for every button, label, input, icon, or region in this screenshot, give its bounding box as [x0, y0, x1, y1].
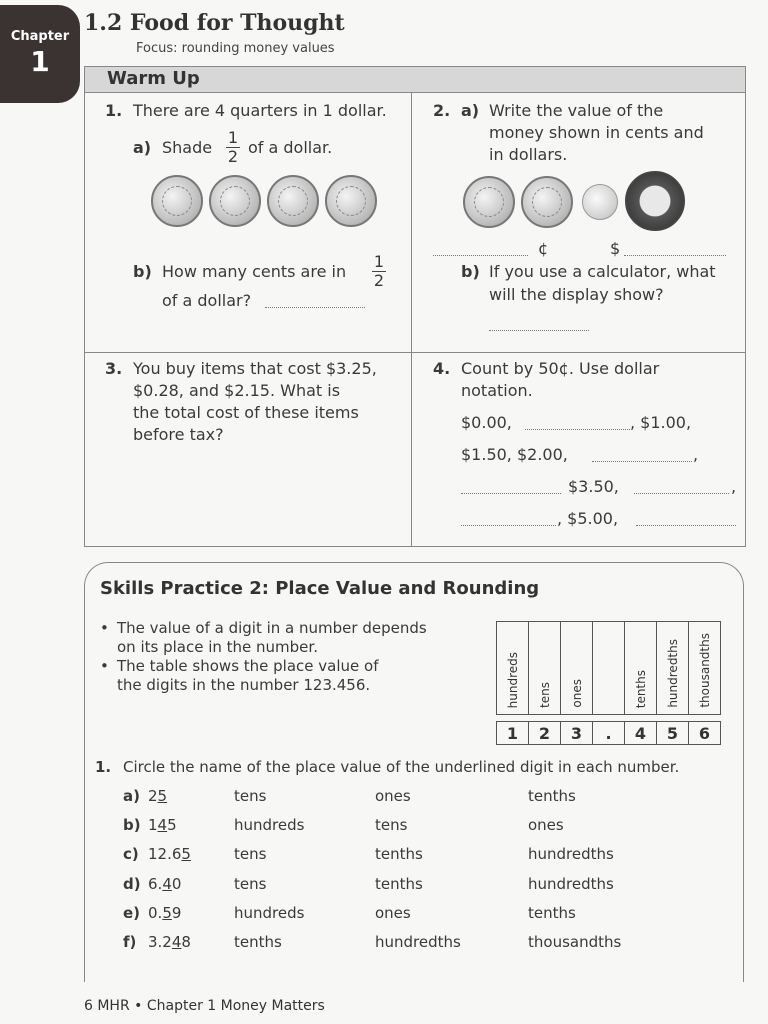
- q1a-label: a): [133, 138, 152, 157]
- pv-gap-cell: [625, 715, 657, 722]
- number-prefix: 1: [148, 816, 158, 834]
- q3-line-4: before tax?: [133, 425, 224, 444]
- row-label: f): [123, 933, 137, 951]
- choice-option[interactable]: tens: [375, 816, 408, 834]
- q4-line-1: Count by 50¢. Use dollar: [461, 359, 660, 378]
- pv-digit: 3: [561, 722, 593, 745]
- q2a-label: a): [461, 101, 480, 120]
- pv-digit: 5: [657, 722, 689, 745]
- row-number: [148, 875, 181, 893]
- pv-header-cell: [497, 622, 529, 715]
- q3-number: 3.: [105, 359, 123, 378]
- skills-q1-number: 1.: [95, 758, 112, 776]
- q4-row2-start: $1.50, $2.00,: [461, 445, 568, 464]
- number-prefix: 12.6: [148, 845, 182, 863]
- skills-q1-prompt: Circle the name of the place value of the underlined digit in each number.: [123, 758, 680, 776]
- q1a-text-2: of a dollar.: [248, 138, 333, 157]
- section-focus: Focus: rounding money values: [136, 41, 335, 56]
- toonie-coin-icon[interactable]: [625, 171, 685, 231]
- q2a-line-1: Write the value of the: [489, 101, 664, 120]
- choice-option[interactable]: tenths: [528, 904, 576, 922]
- q1-number: 1.: [105, 101, 123, 120]
- quarter-coin-icon[interactable]: [325, 175, 377, 227]
- q3-line-1: You buy items that cost $3.25,: [133, 359, 377, 378]
- underlined-digit: 4: [171, 933, 182, 951]
- pv-gap-cell: [689, 715, 721, 722]
- q1b-text-1: How many cents are in: [162, 262, 347, 281]
- q1a-frac-den: 2: [227, 147, 239, 166]
- number-prefix: 0.: [148, 904, 163, 922]
- chapter-tab: [0, 5, 80, 103]
- q4-blank-5[interactable]: [461, 524, 556, 526]
- underlined-digit: 4: [162, 875, 172, 893]
- q2b-answer-blank[interactable]: [489, 329, 589, 331]
- q2a-cent-sign: ¢: [538, 239, 549, 258]
- row-number: [148, 904, 181, 922]
- bullet-1-line-2: on its place in the number.: [117, 638, 318, 656]
- q2a-dollar-sign: $: [610, 239, 621, 258]
- pv-header-label: tens: [537, 682, 552, 708]
- bullet-2-line-1: The table shows the place value of: [117, 657, 379, 675]
- choice-option[interactable]: tenths: [375, 845, 423, 863]
- q4-blank-4[interactable]: [634, 492, 729, 494]
- chapter-number: 1: [30, 45, 50, 78]
- choice-option[interactable]: hundreds: [234, 904, 305, 922]
- q3-line-2: $0.28, and $2.15. What is: [133, 381, 341, 400]
- pv-digit: .: [593, 722, 625, 745]
- q4-row3-end: ,: [731, 477, 737, 496]
- q4-number: 4.: [433, 359, 451, 378]
- q1b-frac-num: 1: [373, 252, 385, 271]
- choice-option[interactable]: hundredths: [375, 933, 461, 951]
- pv-gap-cell: [657, 715, 689, 722]
- number-suffix: 9: [171, 904, 182, 922]
- q1a-text-1: Shade: [162, 138, 213, 157]
- place-value-header-row: [497, 622, 721, 715]
- pv-digit: 2: [529, 722, 561, 745]
- q1a-frac-num: 1: [227, 128, 239, 147]
- choice-option[interactable]: hundredths: [528, 845, 614, 863]
- choice-option[interactable]: tens: [234, 787, 267, 805]
- quarter-coin-icon[interactable]: [521, 176, 573, 228]
- q4-blank-2[interactable]: [592, 460, 692, 462]
- q4-blank-6[interactable]: [636, 524, 736, 526]
- q2a-line-2: money shown in cents and: [489, 123, 704, 142]
- bullet-icon: •: [100, 657, 109, 675]
- place-value-table: [496, 621, 721, 745]
- pv-gap-cell: [529, 715, 561, 722]
- quarter-coin-icon[interactable]: [463, 176, 515, 228]
- choice-option[interactable]: tens: [234, 845, 267, 863]
- q4-blank-3[interactable]: [461, 492, 561, 494]
- pv-gap-cell: [593, 715, 625, 722]
- grid-divider-horizontal: [84, 352, 746, 353]
- choice-option[interactable]: tenths: [528, 787, 576, 805]
- choice-option[interactable]: ones: [528, 816, 564, 834]
- page-footer: 6 MHR • Chapter 1 Money Matters: [84, 998, 325, 1014]
- q2b-line-2: will the display show?: [489, 285, 664, 304]
- choice-option[interactable]: hundredths: [528, 875, 614, 893]
- number-prefix: 6.: [148, 875, 163, 893]
- pv-header-label: ones: [569, 679, 584, 708]
- choice-option[interactable]: ones: [375, 787, 411, 805]
- place-value-digit-row: [497, 722, 721, 745]
- q1b-frac-den: 2: [373, 271, 385, 290]
- pv-header-cell: [625, 622, 657, 715]
- q1b-answer-blank[interactable]: [265, 306, 365, 308]
- chapter-label: Chapter: [10, 29, 70, 44]
- pv-header-label: hundreds: [505, 651, 520, 708]
- q4-row4-mid: , $5.00,: [557, 509, 619, 528]
- number-prefix: 3.2: [148, 933, 172, 951]
- underlined-digit: 4: [157, 816, 168, 834]
- q2b-line-1: If you use a calculator, what: [489, 262, 716, 281]
- quarter-coin-icon[interactable]: [151, 175, 203, 227]
- pv-gap-cell: [497, 715, 529, 722]
- skills-title: Skills Practice 2: Place Value and Rounding: [100, 578, 540, 599]
- q2-number: 2.: [433, 101, 451, 120]
- number-prefix: 2: [148, 787, 158, 805]
- underlined-digit: 5: [157, 787, 168, 805]
- q1b-fraction: [372, 254, 386, 289]
- warm-up-heading-text: Warm Up: [107, 68, 200, 89]
- grid-divider-vertical: [411, 93, 412, 547]
- dime-coin-icon[interactable]: [582, 184, 618, 220]
- q4-blank-1[interactable]: [525, 428, 630, 430]
- number-suffix: 8: [181, 933, 191, 951]
- row-number: [148, 933, 191, 951]
- q1a-fraction: [226, 130, 240, 165]
- pv-digit: 6: [689, 722, 721, 745]
- choice-option[interactable]: hundreds: [234, 816, 305, 834]
- row-number: [148, 816, 177, 834]
- q2a-dollars-blank[interactable]: [624, 254, 726, 256]
- underlined-digit: 5: [181, 845, 191, 863]
- pv-header-cell: [529, 622, 561, 715]
- warm-up-grid: [84, 93, 746, 547]
- underlined-digit: 5: [162, 904, 172, 922]
- quarter-coin-icon[interactable]: [267, 175, 319, 227]
- quarter-coin-icon[interactable]: [209, 175, 261, 227]
- q4-line-2: notation.: [461, 381, 533, 400]
- q3-line-3: the total cost of these items: [133, 403, 359, 422]
- row-label: a): [123, 787, 140, 805]
- bullet-icon: •: [100, 619, 109, 637]
- row-label: d): [123, 875, 141, 893]
- bullet-2-line-2: the digits in the number 123.456.: [117, 676, 371, 694]
- row-number: [148, 845, 191, 863]
- q4-row2-end: ,: [693, 445, 699, 464]
- place-value-gap-row: [497, 715, 721, 722]
- row-label: c): [123, 845, 139, 863]
- choice-option[interactable]: thousandths: [528, 933, 622, 951]
- number-suffix: 5: [167, 816, 177, 834]
- q4-row1-start: $0.00,: [461, 413, 512, 432]
- q4-row1-end: , $1.00,: [630, 413, 692, 432]
- pv-header-label: tenths: [633, 669, 648, 708]
- choice-option[interactable]: tenths: [375, 875, 423, 893]
- row-label: e): [123, 904, 141, 922]
- choice-option[interactable]: tenths: [234, 933, 282, 951]
- q2a-line-3: in dollars.: [489, 145, 568, 164]
- bullet-1-line-1: The value of a digit in a number depends: [117, 619, 427, 637]
- pv-header-cell: [689, 622, 721, 715]
- pv-header-cell: [657, 622, 689, 715]
- choice-option[interactable]: tens: [234, 875, 267, 893]
- q1b-label: b): [133, 262, 152, 281]
- pv-header-label: thousandths: [697, 633, 712, 708]
- pv-header-label: hundredths: [665, 639, 680, 708]
- row-number: [148, 787, 167, 805]
- q1-prompt: There are 4 quarters in 1 dollar.: [133, 101, 387, 120]
- warm-up-heading: [84, 66, 746, 93]
- number-suffix: 0: [171, 875, 182, 893]
- pv-digit: 1: [497, 722, 529, 745]
- pv-header-cell: [593, 622, 625, 715]
- q2b-label: b): [461, 262, 480, 281]
- q4-row3-mid: $3.50,: [568, 477, 619, 496]
- pv-header-cell: [561, 622, 593, 715]
- pv-digit: 4: [625, 722, 657, 745]
- q2a-cents-blank[interactable]: [433, 254, 528, 256]
- q1b-text-2: of a dollar?: [162, 291, 252, 310]
- row-label: b): [123, 816, 141, 834]
- pv-gap-cell: [561, 715, 593, 722]
- section-title: 1.2 Food for Thought: [84, 10, 345, 36]
- choice-option[interactable]: ones: [375, 904, 411, 922]
